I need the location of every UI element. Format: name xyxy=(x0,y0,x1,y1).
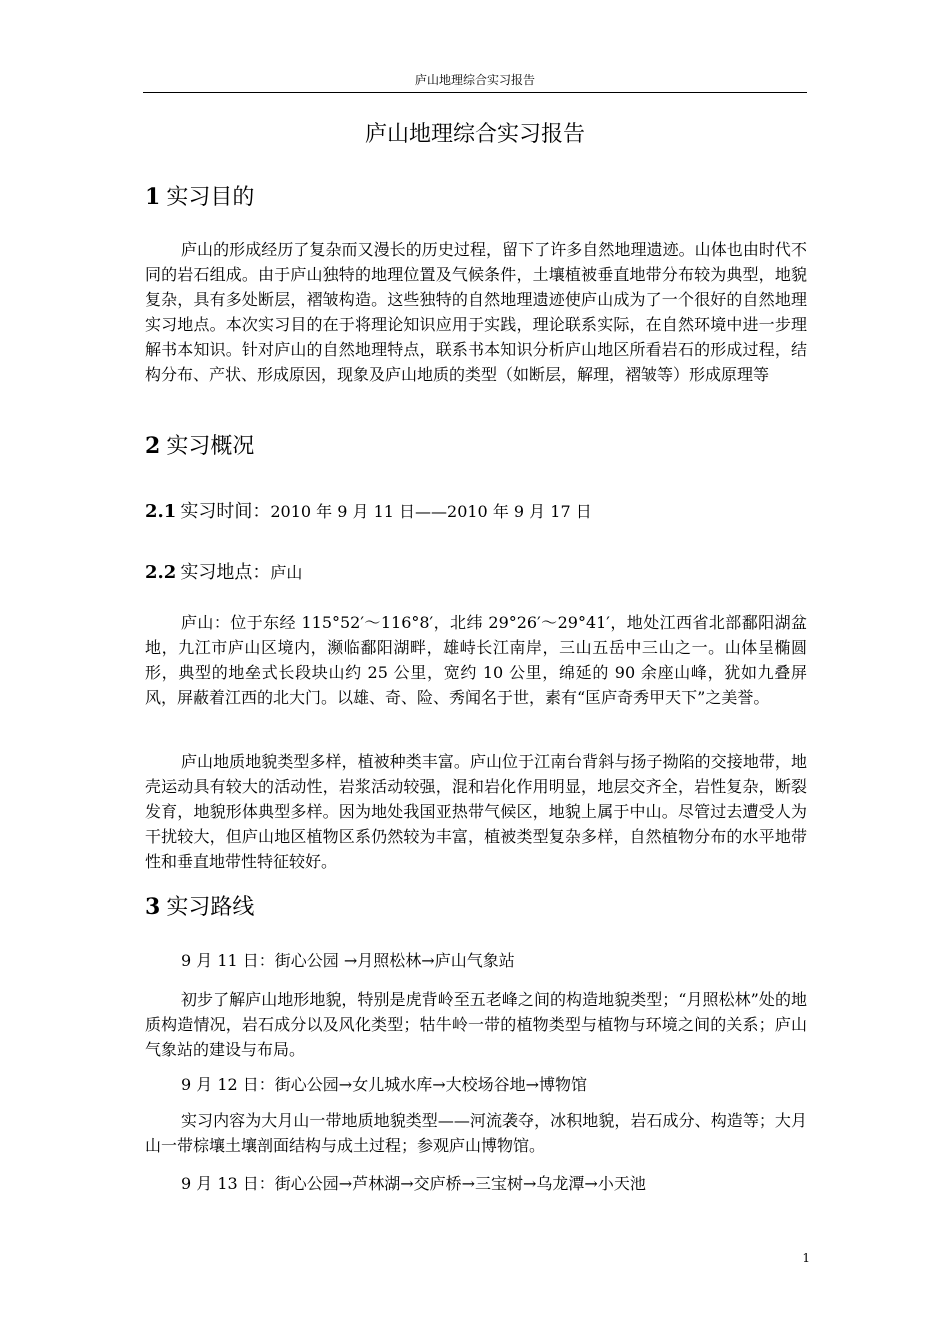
section-1-title: 实习目的 xyxy=(166,185,255,210)
section-3-number: 3 xyxy=(145,894,161,920)
section-1-heading xyxy=(145,183,254,212)
section-3-title: 实习路线 xyxy=(166,895,255,920)
section-1-paragraph: 庐山的形成经历了复杂而又漫长的历史过程，留下了许多自然地理遗迹。山体也由时代不同的岩石组成。由于庐山独特的地理位置及气候条件，土壤植被垂直地带分布较为典型，地貌复杂，具有多处断层，褶皱构造。这些独特的自然地理遗迹使庐山成为了一个很好的自然地理实习地点。本次实习目的在于将理论知识应用于实践，理论联系实际，在自然环境中进一步理解书本知识。针对庐山的自然地理特点，联系书本知识分析庐山地区所看岩石的形成过程，结构分布、产状、形成原因，现象及庐山地质的类型（如断层，解理，褶皱等）形成原理等 xyxy=(145,240,807,384)
subsection-2-2-label: 实习地点： xyxy=(180,562,271,583)
subsection-2-1-label: 实习时间： xyxy=(180,501,271,522)
internship-time-value: 2010 年 9 月 11 日——2010 年 9 月 17 日 xyxy=(270,502,592,521)
subsection-2-2-heading xyxy=(145,561,302,585)
route-day-1: 9 月 11 日：街心公园 →月照松林→庐山气象站 xyxy=(181,951,515,970)
route-day-3: 9 月 13 日：街心公园→芦林湖→交庐桥→三宝树→乌龙潭→小天池 xyxy=(181,1174,646,1193)
internship-location-value: 庐山 xyxy=(270,563,303,582)
page-number: 1 xyxy=(802,1251,810,1265)
subsection-2-2-number: 2.2 xyxy=(145,562,177,583)
route-day-2-description: 实习内容为大月山一带地质地貌类型——河流袭夺，冰积地貌，岩石成分、构造等；大月山一带棕壤土壤剖面结构与成土过程；参观庐山博物馆。 xyxy=(145,1111,807,1155)
section-2-number: 2 xyxy=(145,433,161,459)
subsection-2-1-heading xyxy=(145,500,592,524)
section-2-title: 实习概况 xyxy=(166,434,255,459)
route-day-1-description: 初步了解庐山地形地貌，特别是虎背岭至五老峰之间的构造地貌类型；“月照松林”处的地质构造情况，岩石成分以及风化类型；牯牛岭一带的植物类型与植物与环境之间的关系；庐山气象站的建设与布局。 xyxy=(145,990,807,1059)
route-day-2: 9 月 12 日：街心公园→女儿城水库→大校场谷地→博物馆 xyxy=(181,1075,588,1094)
subsection-2-1-number: 2.1 xyxy=(145,501,177,522)
section-3-heading xyxy=(145,893,254,922)
document-title: 庐山地理综合实习报告 xyxy=(364,122,585,147)
section-2-heading xyxy=(145,432,254,461)
lushan-geology-paragraph: 庐山地质地貌类型多样，植被种类丰富。庐山位于江南台背斜与扬子拗陷的交接地带，地壳运动具有较大的活动性，岩浆活动较强，混和岩化作用明显，地层交齐全，岩性复杂，断裂发育，地貌形体典型多样。因为地处我国亚热带气候区，地貌上属于中山。尽管过去遭受人为干扰较大，但庐山地区植物区系仍然较为丰富，植被类型复杂多样，自然植物分布的水平地带性和垂直地带性特征较好。 xyxy=(145,752,807,871)
lushan-location-paragraph: 庐山：位于东经 115°52′～116°8′，北纬 29°26′～29°41′，地处江西省北部鄱阳湖盆地，九江市庐山区境内，濒临鄱阳湖畔，雄峙长江南岸，三山五岳中三山之一。山体呈椭圆形，典型的地垒式长段块山约 25 公里，宽约 10 公里，绵延的 90 余座山峰，犹如九叠屏风，屏蔽着江西的北大门。以雄、奇、险、秀闻名于世，素有“匡庐奇秀甲天下”之美誉。 xyxy=(145,613,807,707)
header-divider xyxy=(143,92,807,93)
running-header: 庐山地理综合实习报告 xyxy=(414,73,535,87)
section-1-number: 1 xyxy=(145,184,161,210)
